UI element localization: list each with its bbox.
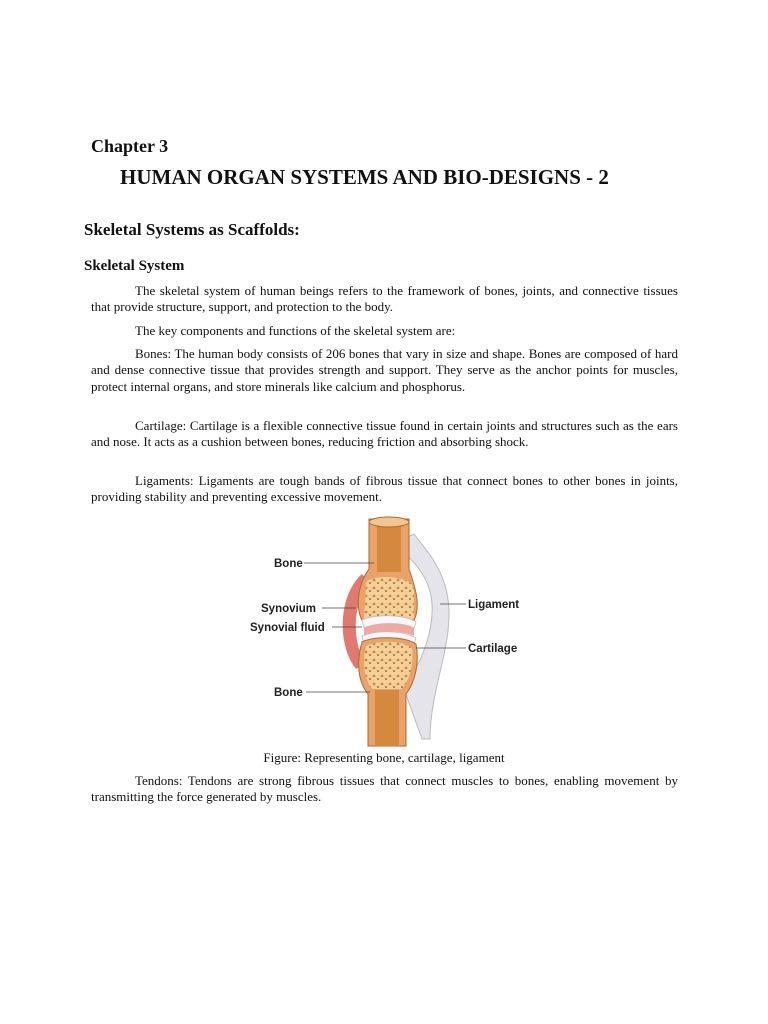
chapter-title: HUMAN ORGAN SYSTEMS AND BIO-DESIGNS - 2 bbox=[120, 165, 609, 189]
label-bone-bottom: Bone bbox=[274, 687, 303, 699]
paragraph-bones: Bones: The human body consists of 206 bones that vary in size and shape. Bones are composed of hard and dense connective tissue that provides strength and support. They serve as the anchor points for muscles, protect internal organs, and store minerals like calcium and phosphorus. bbox=[91, 346, 678, 394]
label-ligament: Ligament bbox=[468, 599, 520, 611]
label-synovium: Synovium bbox=[261, 603, 316, 615]
paragraph-intro: The skeletal system of human beings refers to the framework of bones, joints, and connective tissues that provide structure, support, and protection to the body. bbox=[91, 283, 678, 315]
section-heading: Skeletal Systems as Scaffolds: bbox=[84, 220, 300, 239]
label-bone-top: Bone bbox=[274, 558, 303, 570]
figure-caption: Figure: Representing bone, cartilage, ligament bbox=[263, 750, 505, 765]
paragraph-cartilage: Cartilage: Cartilage is a flexible connective tissue found in certain joints and structures such as the ears and nose. It acts as a cushion between bones, reducing friction and absorbing shock. bbox=[91, 418, 678, 450]
joint-illustration bbox=[244, 514, 526, 749]
subsection-heading: Skeletal System bbox=[84, 258, 185, 274]
label-cartilage: Cartilage bbox=[468, 643, 518, 655]
label-synovial-fluid: Synovial fluid bbox=[250, 622, 325, 634]
joint-figure bbox=[244, 514, 526, 749]
paragraph-key-components: The key components and functions of the skeletal system are: bbox=[135, 323, 456, 338]
paragraph-ligaments: Ligaments: Ligaments are tough bands of fibrous tissue that connect bones to other bones in joints, providing stability and preventing excessive movement. bbox=[91, 473, 678, 505]
paragraph-tendons: Tendons: Tendons are strong fibrous tissues that connect muscles to bones, enabling movement by transmitting the force generated by muscles. bbox=[91, 773, 678, 805]
chapter-label: Chapter 3 bbox=[91, 136, 169, 156]
